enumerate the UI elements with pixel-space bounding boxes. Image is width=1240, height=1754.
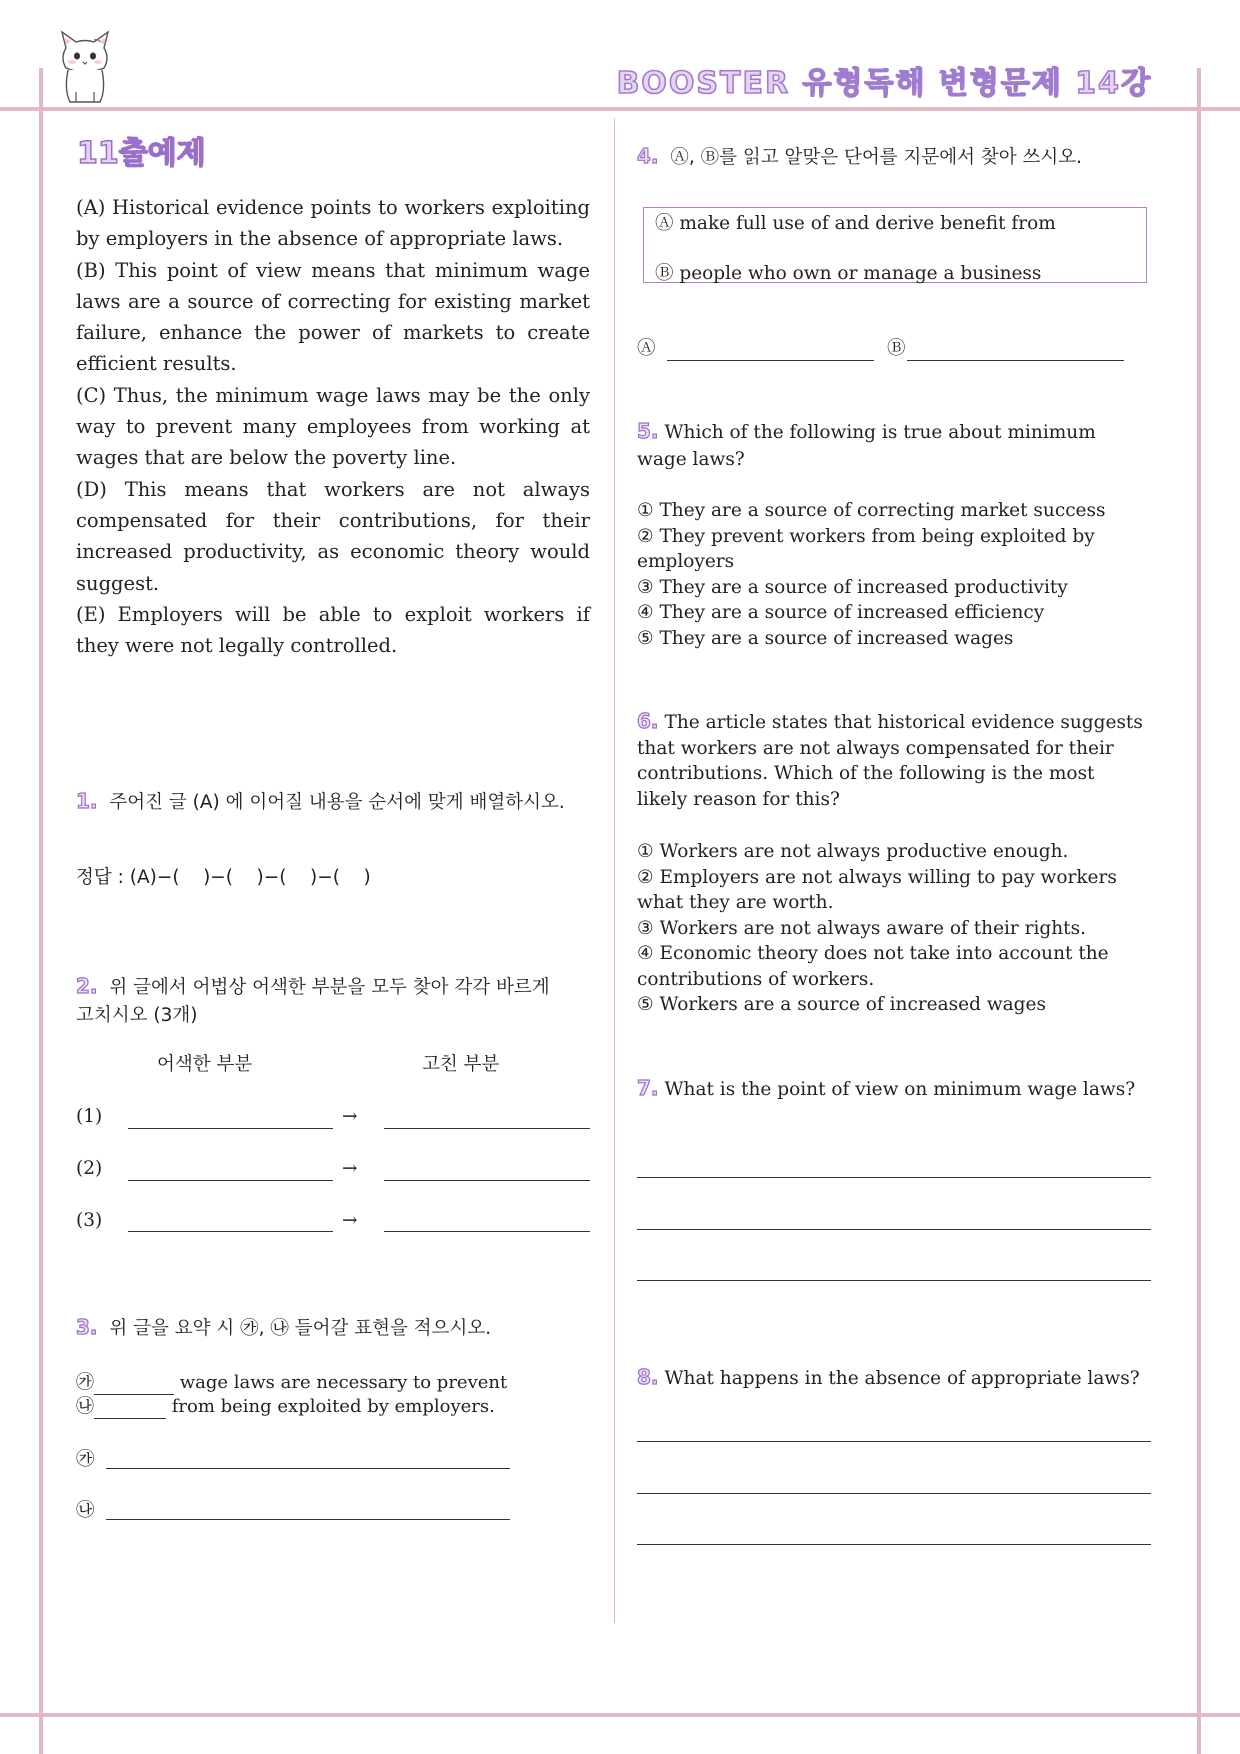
fixed-part-blank-2[interactable] [384,1180,590,1181]
q8-answer-line-3[interactable] [637,1544,1151,1545]
cat-mascot-icon [54,30,116,106]
arrow-1: → [342,1106,358,1127]
question-1-text: 주어진 글 (A) 에 이어질 내용을 순서에 맞게 배열하시오. [109,792,565,813]
question-8-text: What happens in the absence of appropriate laws? [664,1368,1140,1389]
question-7-text: What is the point of view on minimum wage laws? [664,1079,1136,1100]
q7-answer-line-1[interactable] [637,1177,1151,1178]
summary-blank-b[interactable] [94,1418,166,1419]
summary-mark-b: ㉯ [76,1396,94,1417]
answer-line-a[interactable] [106,1468,510,1469]
q5-option-2[interactable]: ② They prevent workers from being exploited by employers [637,525,1095,572]
q8-answer-line-1[interactable] [637,1441,1151,1442]
answer-line-4a[interactable] [667,360,874,361]
row-label-3: (3) [76,1210,103,1231]
frame-right-border [1197,68,1201,1754]
question-5-number: 5. [637,419,659,443]
q5-option-1[interactable]: ① They are a source of correcting market success [637,500,1106,521]
q7-answer-line-2[interactable] [637,1229,1151,1230]
question-6-text: The article states that historical evidence suggests that workers are not always compensated for their contributions. Which of the following is the most likely reason for this? [637,712,1143,810]
question-6 [637,709,1149,812]
question-2-number: 2. [76,974,98,998]
frame-left-border [39,68,43,1754]
question-7-number: 7. [637,1076,659,1100]
question-4-number: 4. [637,144,659,168]
fixed-part-blank-1[interactable] [384,1128,590,1129]
summary-line-1: wage laws are necessary to prevent [179,1372,508,1393]
column-divider [614,118,615,1623]
fixed-part-blank-3[interactable] [384,1231,590,1232]
question-8-number: 8. [637,1365,659,1389]
q6-option-1[interactable]: ① Workers are not always productive enough. [637,841,1069,862]
question-5-text: Which of the following is true about minimum wage laws? [637,422,1096,470]
question-2 [76,972,566,1030]
question-5 [637,418,1137,473]
wrong-part-blank-3[interactable] [128,1231,333,1232]
question-4-text: Ⓐ, Ⓑ를 읽고 알맞은 단어를 지문에서 찾아 쓰시오. [670,147,1083,168]
section-title: 11출예제 [77,136,206,171]
passage-paragraph-e: (E) Employers will be able to exploit workers if they were not legally controlled. [76,602,590,658]
wrong-part-blank-1[interactable] [128,1128,333,1129]
answer-line-4b[interactable] [907,360,1124,361]
q6-option-2[interactable]: ② Employers are not always willing to pay workers what they are worth. [637,866,1117,913]
frame-top-border [0,107,1240,111]
wrong-part-blank-2[interactable] [128,1180,333,1181]
row-label-1: (1) [76,1106,103,1127]
passage-paragraph-c: (C) Thus, the minimum wage laws may be the only way to prevent many employees from working at wages that are below the poverty line. [76,383,590,470]
question-6-options [637,839,1149,1018]
question-1-answer[interactable]: 정답 : (A)−( )−( )−( )−( ) [76,867,371,888]
row-label-2: (2) [76,1158,103,1179]
answer-mark-a: ㉮ [76,1449,95,1470]
q6-option-4[interactable]: ④ Economic theory does not take into account the contributions of workers. [637,943,1109,990]
question-6-number: 6. [637,709,659,733]
answer-mark-4b: Ⓑ [887,338,906,359]
q6-option-5[interactable]: ⑤ Workers are a source of increased wages [637,994,1046,1015]
q5-option-4[interactable]: ④ They are a source of increased efficiency [637,602,1045,623]
passage-paragraph-b: (B) This point of view means that minimum wage laws are a source of correcting for existing market failure, enhance the power of markets to create efficient results. [76,258,590,376]
q5-option-5[interactable]: ⑤ They are a source of increased wages [637,627,1014,649]
question-3 [76,1315,491,1342]
q5-option-3[interactable]: ③ They are a source of increased productivity [637,576,1068,598]
definition-a: Ⓐ make full use of and derive benefit from [655,213,1056,234]
passage-paragraph-a: (A) Historical evidence points to workers exploiting by employers in the absence of appropriate laws. [76,196,590,251]
column-label-wrong: 어색한 부분 [157,1054,253,1075]
question-8 [637,1365,1157,1392]
question-2-text: 위 글에서 어법상 어색한 부분을 모두 찾아 각각 바르게 고치시오 (3개) [76,977,550,1026]
answer-line-b[interactable] [106,1519,510,1520]
summary-mark-a: ㉮ [76,1372,94,1393]
passage-paragraph-d: (D) This means that workers are not always compensated for their contributions, for their increased productivity, as economic theory would suggest. [76,477,590,595]
question-5-options [637,498,1157,651]
answer-mark-4a: Ⓐ [637,338,656,359]
question-1 [76,787,590,817]
question-3-summary [76,1371,507,1419]
arrow-3: → [342,1210,358,1231]
q6-option-3[interactable]: ③ Workers are not always aware of their rights. [637,917,1086,939]
q7-answer-line-3[interactable] [637,1280,1151,1281]
question-1-number: 1. [76,789,98,813]
frame-bottom-border [0,1713,1240,1717]
definition-b: Ⓑ people who own or manage a business [655,263,1042,284]
q8-answer-line-2[interactable] [637,1493,1151,1494]
answer-mark-b: ㉯ [76,1500,95,1521]
column-label-fixed: 고친 부분 [422,1054,500,1075]
header-title: BOOSTER 유형독해 변형문제 14강 [616,66,1152,101]
question-7 [637,1075,1137,1103]
summary-line-2: from being exploited by employers. [171,1396,495,1417]
question-3-text: 위 글을 요약 시 ㉮, ㉯ 들어갈 표현을 적으시오. [109,1318,492,1339]
passage [76,192,590,661]
arrow-2: → [342,1158,358,1179]
question-4 [637,144,1082,171]
definition-box [643,207,1147,283]
question-3-number: 3. [76,1315,98,1339]
